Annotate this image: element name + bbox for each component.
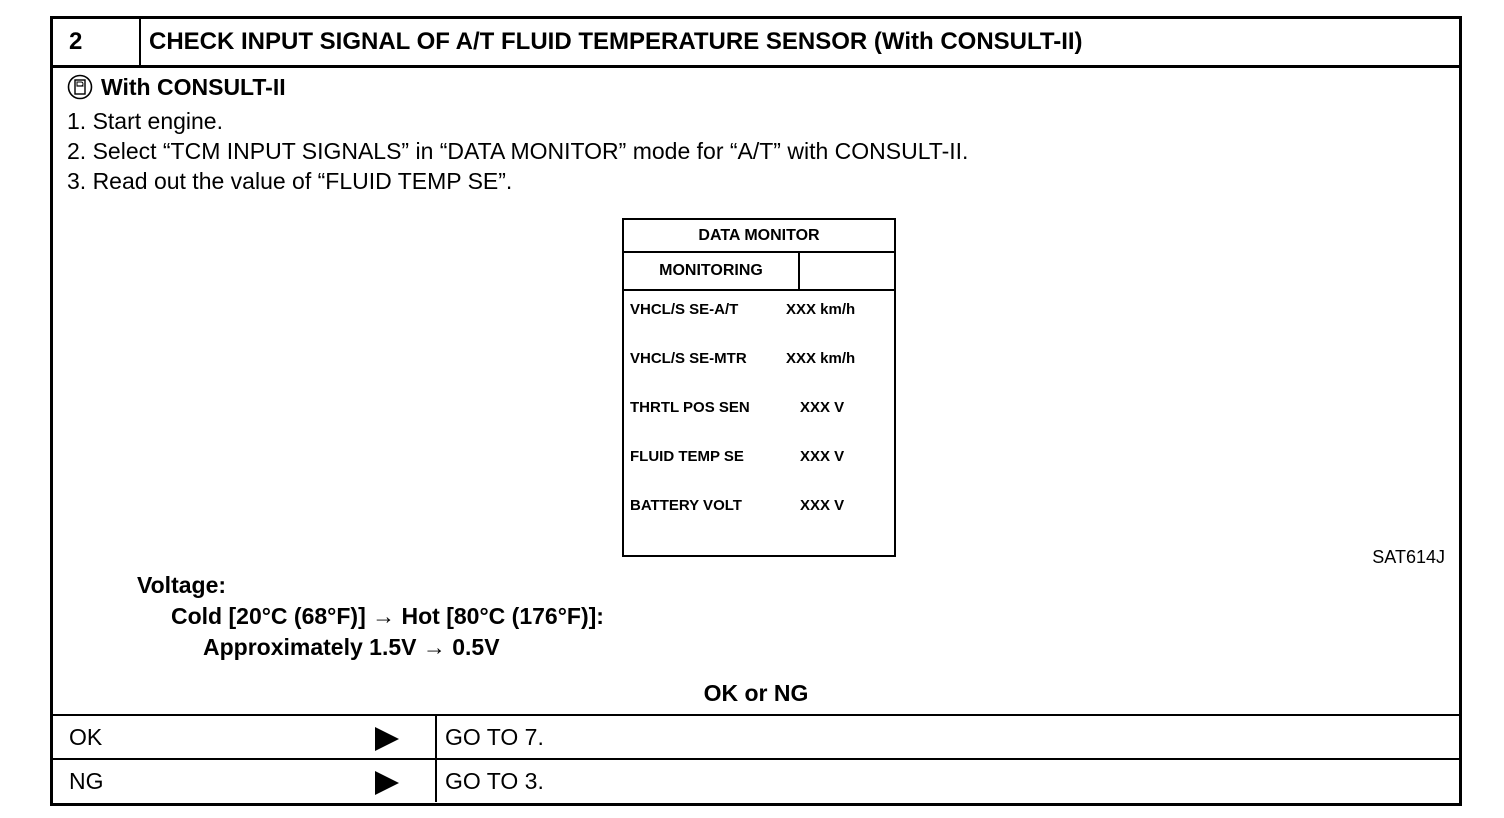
monitor-row [630,396,892,420]
result-row-ok [53,714,1459,758]
procedure-table [50,16,1462,806]
step-number: 2 [53,19,141,65]
monitor-item-name: VHCL/S SE-MTR [630,350,747,367]
monitor-row [630,298,892,322]
monitor-item-value: XXX km/h [786,350,856,367]
result-action: GO TO 7. [445,724,544,750]
monitor-item-name: VHCL/S SE-A/T [630,301,739,318]
data-monitor-title: DATA MONITOR [624,220,894,253]
column-divider [435,760,437,802]
spec-condition: Cold [20°C (68°F)] → Hot [80°C (176°F)]: [171,603,604,629]
step-3: 3. Read out the value of “FLUID TEMP SE”. [67,168,513,194]
monitor-row [630,445,892,469]
monitor-item-value: XXX V [800,497,845,514]
spec-label: Voltage: [137,572,227,598]
monitor-item-name: FLUID TEMP SE [630,448,744,465]
monitor-divider [624,289,894,291]
monitor-row [630,494,892,518]
result-label: OK [69,724,103,750]
result-label: NG [69,768,104,794]
decision-prompt: OK or NG [703,680,809,706]
with-consult-heading [67,72,286,102]
column-divider [435,716,437,758]
monitor-item-value: XXX V [800,399,845,416]
step-body [53,68,1459,714]
step-title: CHECK INPUT SIGNAL OF A/T FLUID TEMPERATURE SENSOR (With CONSULT-II) [149,28,1083,55]
monitor-item-value: XXX V [800,448,845,465]
monitor-item-name: BATTERY VOLT [630,497,742,514]
result-action: GO TO 3. [445,768,544,794]
consult-tester-icon [67,74,93,100]
with-consult-label: With CONSULT-II [101,74,286,100]
arrow-right-icon [375,727,399,751]
result-row-ng [53,758,1459,802]
data-monitor-screen [622,218,896,557]
monitor-item-value: XXX km/h [786,301,856,318]
figure-code: SAT614J [1372,547,1445,567]
step-2: 2. Select “TCM INPUT SIGNALS” in “DATA MONITOR” mode for “A/T” with CONSULT-II. [67,138,969,164]
step-1: 1. Start engine. [67,108,223,134]
spec-value: Approximately 1.5V → 0.5V [203,634,500,660]
monitor-item-name: THRTL POS SEN [630,399,750,416]
monitor-row [630,347,892,371]
step-header [53,19,1459,68]
monitoring-status: MONITORING [624,253,800,289]
arrow-right-icon [375,771,399,795]
